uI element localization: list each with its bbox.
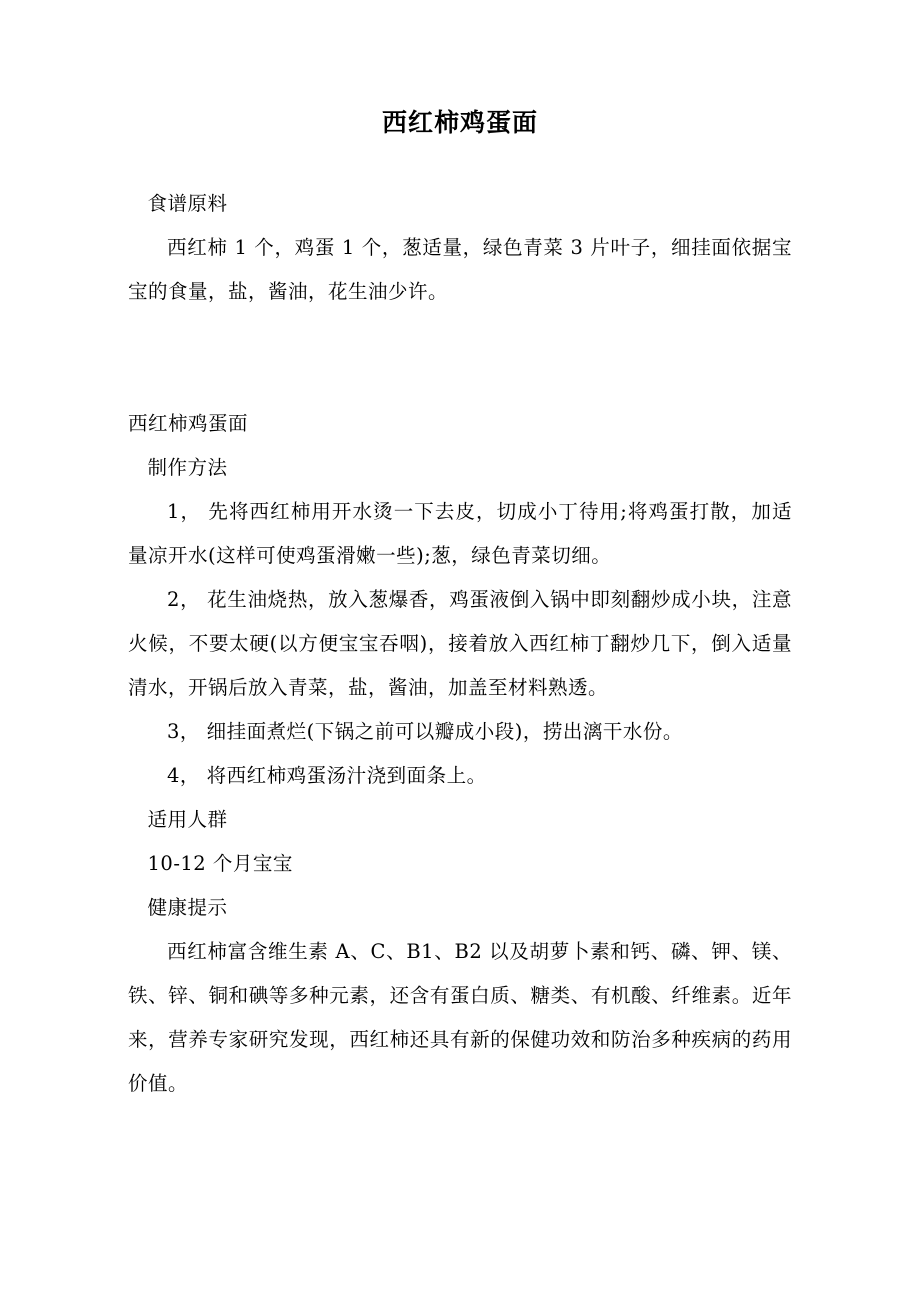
page-title: 西红柿鸡蛋面: [381, 108, 538, 137]
audience-body: 10-12 个月宝宝: [147, 852, 293, 875]
method-step-3: 3， 细挂面煮烂(下锅之前可以瓣成小段)，捞出漓干水份。: [167, 720, 683, 743]
tips-body: 西红柿富含维生素 A、C、B1、B2 以及胡萝卜素和钙、磷、钾、镁、铁、锌、铜和碘等多种元素，还含有蛋白质、糖类、有机酸、纤维素。近年来，营养专家研究发现，西红柿还具有新的保健功效和防治多种疾病的药用价值。: [128, 940, 792, 1095]
spacer: [128, 358, 792, 402]
audience-heading: 适用人群: [147, 808, 228, 831]
method-heading: 制作方法: [147, 456, 228, 479]
spacer: [128, 314, 792, 358]
method-step-4: 4， 将西红柿鸡蛋汤汁浇到面条上。: [167, 764, 487, 787]
ingredients-body: 西红柿 1 个，鸡蛋 1 个，葱适量，绿色青菜 3 片叶子，细挂面依据宝宝的食量，盐，酱油，花生油少许。: [128, 236, 792, 303]
method-step-2: 2， 花生油烧热，放入葱爆香，鸡蛋液倒入锅中即刻翻炒成小块，注意火候，不要太硬(以方便宝宝吞咽)，接着放入西红柿丁翻炒几下，倒入适量清水，开锅后放入青菜，盐，酱油，加盖至材料熟透。: [128, 588, 792, 699]
tips-heading: 健康提示: [147, 896, 228, 919]
ingredients-heading: 食谱原料: [147, 192, 228, 215]
dish-name: 西红柿鸡蛋面: [128, 412, 249, 435]
method-step-1: 1， 先将西红柿用开水烫一下去皮，切成小丁待用;将鸡蛋打散，加适量凉开水(这样可使鸡蛋滑嫩一些);葱，绿色青菜切细。: [128, 500, 792, 567]
